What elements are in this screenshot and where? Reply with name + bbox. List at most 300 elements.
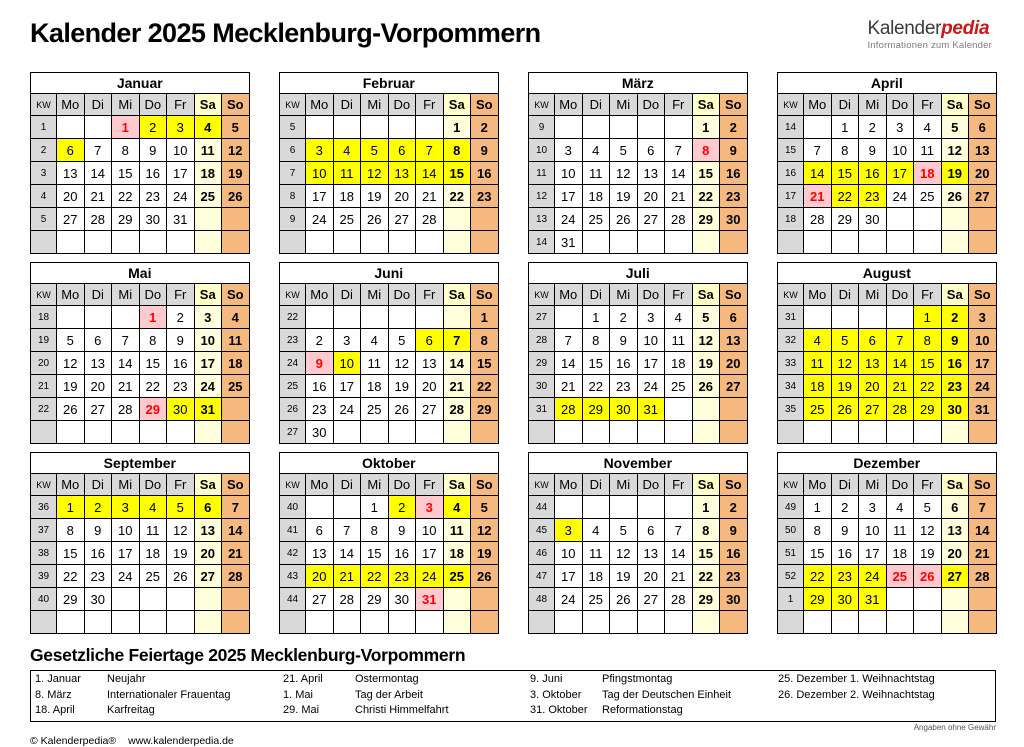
day-header-kw: KW: [778, 94, 804, 116]
day-cell: [720, 398, 748, 421]
day-header-so: So: [969, 94, 997, 116]
day-cell: 16: [610, 352, 638, 375]
week-number: 21: [31, 375, 57, 398]
week-number: 44: [529, 496, 555, 519]
day-cell: 28: [969, 565, 997, 588]
day-header-so: So: [471, 474, 499, 496]
day-cell: 2: [471, 116, 499, 139]
day-cell: 2: [831, 496, 859, 519]
day-cell: 18: [139, 542, 167, 565]
day-cell: [139, 421, 167, 444]
day-cell: 19: [610, 565, 638, 588]
day-cell: 14: [665, 162, 693, 185]
day-header-kw: KW: [529, 474, 555, 496]
day-header-mo: Mo: [57, 474, 85, 496]
day-cell: 21: [665, 185, 693, 208]
day-cell: [222, 398, 250, 421]
day-cell: 1: [471, 306, 499, 329]
day-cell: 15: [443, 162, 471, 185]
day-cell: 5: [610, 139, 638, 162]
day-cell: 31: [969, 398, 997, 421]
day-header-kw: KW: [529, 284, 555, 306]
week-number: 41: [280, 519, 306, 542]
day-cell: 14: [665, 542, 693, 565]
day-header-fr: Fr: [416, 474, 444, 496]
day-cell: 26: [692, 375, 720, 398]
day-cell: 13: [306, 542, 334, 565]
day-cell: 9: [720, 519, 748, 542]
day-cell: 2: [139, 116, 167, 139]
day-cell: 28: [333, 588, 361, 611]
day-cell: 15: [831, 162, 859, 185]
day-cell: 9: [139, 139, 167, 162]
day-cell: 8: [804, 519, 832, 542]
day-cell: 16: [84, 542, 112, 565]
day-cell: 4: [582, 139, 610, 162]
day-cell: 13: [416, 352, 444, 375]
day-cell: 16: [941, 352, 969, 375]
day-cell: [914, 611, 942, 634]
day-cell: 14: [969, 519, 997, 542]
day-cell: [637, 231, 665, 254]
day-cell: 2: [941, 306, 969, 329]
day-cell: 1: [57, 496, 85, 519]
day-cell: 5: [222, 116, 250, 139]
week-number: 1: [31, 116, 57, 139]
day-cell: 3: [969, 306, 997, 329]
day-cell: 19: [471, 542, 499, 565]
day-cell: 20: [637, 565, 665, 588]
day-cell: [194, 588, 222, 611]
day-cell: 18: [443, 542, 471, 565]
day-cell: 19: [692, 352, 720, 375]
day-header-kw: KW: [778, 474, 804, 496]
day-cell: 7: [804, 139, 832, 162]
holiday-item: [530, 672, 778, 688]
day-cell: 25: [139, 565, 167, 588]
day-cell: 24: [194, 375, 222, 398]
day-header-di: Di: [582, 474, 610, 496]
day-cell: 28: [112, 398, 140, 421]
week-number: [778, 611, 804, 634]
day-header-mo: Mo: [306, 94, 334, 116]
day-cell: 18: [804, 375, 832, 398]
day-cell: 19: [361, 185, 389, 208]
holiday-name: Internationaler Frauentag: [107, 688, 231, 701]
day-header-mi: Mi: [859, 94, 887, 116]
day-cell: 4: [139, 496, 167, 519]
week-number: 28: [529, 329, 555, 352]
day-cell: 26: [610, 588, 638, 611]
day-cell: 22: [582, 375, 610, 398]
day-cell: 11: [665, 329, 693, 352]
day-cell: [471, 588, 499, 611]
holiday-date: 8. März: [35, 688, 72, 701]
day-cell: 3: [859, 496, 887, 519]
day-cell: 8: [57, 519, 85, 542]
months-grid: [30, 72, 996, 634]
day-header-fr: Fr: [416, 94, 444, 116]
day-cell: 3: [167, 116, 195, 139]
day-cell: [637, 421, 665, 444]
day-header-sa: Sa: [941, 474, 969, 496]
kalenderpedia-logo[interactable]: [867, 18, 992, 51]
day-header-kw: KW: [31, 284, 57, 306]
day-cell: 30: [84, 588, 112, 611]
day-header-so: So: [222, 94, 250, 116]
day-cell: [333, 116, 361, 139]
week-number: [31, 611, 57, 634]
day-cell: 4: [222, 306, 250, 329]
day-cell: 4: [582, 519, 610, 542]
day-cell: [555, 611, 583, 634]
day-cell: [610, 421, 638, 444]
day-cell: 22: [57, 565, 85, 588]
day-cell: 12: [167, 519, 195, 542]
day-cell: [941, 231, 969, 254]
day-cell: [84, 116, 112, 139]
month-august: [777, 262, 997, 444]
week-number: 26: [280, 398, 306, 421]
day-header-sa: Sa: [443, 284, 471, 306]
day-header-mi: Mi: [112, 94, 140, 116]
day-cell: 12: [941, 139, 969, 162]
month-januar: [30, 72, 250, 254]
day-cell: 11: [139, 519, 167, 542]
day-cell: 7: [665, 139, 693, 162]
day-cell: 15: [914, 352, 942, 375]
day-cell: 5: [610, 519, 638, 542]
day-cell: [194, 611, 222, 634]
day-cell: [969, 208, 997, 231]
day-cell: 2: [610, 306, 638, 329]
day-header-sa: Sa: [692, 474, 720, 496]
day-cell: [555, 496, 583, 519]
day-cell: 23: [84, 565, 112, 588]
day-cell: [914, 231, 942, 254]
day-cell: [555, 116, 583, 139]
day-cell: [388, 231, 416, 254]
day-cell: 27: [416, 398, 444, 421]
day-cell: 25: [914, 185, 942, 208]
holiday-item: [530, 703, 778, 719]
day-cell: 3: [555, 139, 583, 162]
day-header-sa: Sa: [443, 94, 471, 116]
day-header-mo: Mo: [57, 284, 85, 306]
day-cell: 10: [112, 519, 140, 542]
day-cell: 13: [969, 139, 997, 162]
week-number: 19: [31, 329, 57, 352]
day-cell: [57, 306, 85, 329]
day-cell: 12: [222, 139, 250, 162]
month-dezember: [777, 452, 997, 634]
week-number: 42: [280, 542, 306, 565]
week-number: [31, 421, 57, 444]
day-cell: [416, 306, 444, 329]
day-cell: [333, 421, 361, 444]
day-cell: 7: [665, 519, 693, 542]
day-cell: 8: [139, 329, 167, 352]
day-cell: 7: [886, 329, 914, 352]
day-cell: [665, 611, 693, 634]
day-cell: [859, 611, 887, 634]
month-mai: [30, 262, 250, 444]
day-cell: 26: [57, 398, 85, 421]
day-header-so: So: [222, 284, 250, 306]
day-cell: 29: [692, 588, 720, 611]
day-cell: [167, 611, 195, 634]
week-number: 10: [529, 139, 555, 162]
day-header-di: Di: [582, 284, 610, 306]
day-cell: 11: [886, 519, 914, 542]
day-cell: [139, 231, 167, 254]
day-cell: 10: [969, 329, 997, 352]
day-cell: 17: [969, 352, 997, 375]
day-cell: 25: [222, 375, 250, 398]
day-cell: 17: [416, 542, 444, 565]
day-cell: [914, 421, 942, 444]
day-header-di: Di: [84, 284, 112, 306]
day-cell: [831, 231, 859, 254]
holiday-item: [35, 688, 283, 704]
week-number: 52: [778, 565, 804, 588]
day-cell: 28: [804, 208, 832, 231]
day-cell: 6: [84, 329, 112, 352]
day-cell: [333, 496, 361, 519]
week-number: 39: [31, 565, 57, 588]
day-header-do: Do: [139, 474, 167, 496]
week-number: 24: [280, 352, 306, 375]
week-number: 25: [280, 375, 306, 398]
website-link[interactable]: www.kalenderpedia.de: [128, 734, 234, 747]
day-cell: [886, 231, 914, 254]
day-cell: [167, 231, 195, 254]
day-cell: 19: [610, 185, 638, 208]
week-number: 34: [778, 375, 804, 398]
day-header-kw: KW: [280, 94, 306, 116]
month-title: April: [778, 73, 997, 94]
day-cell: 14: [555, 352, 583, 375]
day-cell: 20: [859, 375, 887, 398]
week-number: [31, 231, 57, 254]
day-header-mi: Mi: [610, 94, 638, 116]
day-cell: 1: [582, 306, 610, 329]
day-cell: 29: [139, 398, 167, 421]
month-marz: [528, 72, 748, 254]
holiday-date: 26. Dezember: [778, 688, 848, 701]
day-cell: 19: [914, 542, 942, 565]
month-title: November: [529, 453, 748, 474]
day-cell: 5: [914, 496, 942, 519]
day-cell: 16: [831, 542, 859, 565]
day-header-so: So: [969, 284, 997, 306]
day-cell: 8: [582, 329, 610, 352]
holiday-date: 1. Mai: [283, 688, 313, 701]
day-cell: 23: [859, 185, 887, 208]
day-cell: 13: [941, 519, 969, 542]
day-cell: 17: [555, 185, 583, 208]
day-cell: [859, 306, 887, 329]
day-cell: 11: [222, 329, 250, 352]
month-title: Juni: [280, 263, 499, 284]
day-cell: [306, 496, 334, 519]
day-cell: [416, 611, 444, 634]
day-cell: 23: [388, 565, 416, 588]
week-number: 4: [31, 185, 57, 208]
day-cell: 23: [306, 398, 334, 421]
day-cell: 18: [194, 162, 222, 185]
week-number: 16: [778, 162, 804, 185]
day-cell: [720, 231, 748, 254]
day-cell: 1: [804, 496, 832, 519]
day-cell: 16: [471, 162, 499, 185]
day-cell: [194, 208, 222, 231]
day-cell: 9: [167, 329, 195, 352]
day-cell: 28: [222, 565, 250, 588]
day-cell: [388, 421, 416, 444]
day-cell: 27: [388, 208, 416, 231]
week-number: 32: [778, 329, 804, 352]
day-cell: 11: [443, 519, 471, 542]
day-cell: 8: [361, 519, 389, 542]
day-cell: 18: [665, 352, 693, 375]
day-header-kw: KW: [280, 284, 306, 306]
day-cell: [112, 231, 140, 254]
day-cell: [361, 611, 389, 634]
day-header-do: Do: [637, 474, 665, 496]
day-cell: [84, 611, 112, 634]
day-cell: 13: [637, 542, 665, 565]
day-header-do: Do: [886, 94, 914, 116]
day-cell: [361, 306, 389, 329]
day-cell: 22: [361, 565, 389, 588]
day-cell: 6: [859, 329, 887, 352]
day-cell: 20: [388, 185, 416, 208]
day-cell: [471, 231, 499, 254]
week-number: 6: [280, 139, 306, 162]
day-cell: [194, 231, 222, 254]
day-cell: 13: [57, 162, 85, 185]
day-cell: [471, 208, 499, 231]
day-cell: 29: [57, 588, 85, 611]
day-header-di: Di: [831, 94, 859, 116]
day-cell: 25: [886, 565, 914, 588]
day-cell: 31: [637, 398, 665, 421]
day-header-sa: Sa: [941, 284, 969, 306]
day-cell: 25: [194, 185, 222, 208]
day-cell: 10: [333, 352, 361, 375]
day-cell: [443, 611, 471, 634]
day-cell: [665, 116, 693, 139]
day-cell: 1: [692, 116, 720, 139]
day-cell: 25: [582, 588, 610, 611]
day-cell: 19: [388, 375, 416, 398]
day-cell: [84, 421, 112, 444]
week-number: 12: [529, 185, 555, 208]
day-cell: [804, 306, 832, 329]
day-cell: [471, 611, 499, 634]
day-cell: 2: [306, 329, 334, 352]
day-cell: 22: [831, 185, 859, 208]
week-number: 27: [529, 306, 555, 329]
week-number: 31: [778, 306, 804, 329]
day-cell: 22: [443, 185, 471, 208]
day-cell: 30: [941, 398, 969, 421]
day-cell: 24: [167, 185, 195, 208]
week-number: 40: [31, 588, 57, 611]
day-header-sa: Sa: [692, 284, 720, 306]
day-cell: [443, 208, 471, 231]
day-cell: 8: [692, 519, 720, 542]
month-juli: [528, 262, 748, 444]
day-cell: 2: [388, 496, 416, 519]
day-cell: 27: [637, 588, 665, 611]
day-cell: [443, 306, 471, 329]
week-number: 20: [31, 352, 57, 375]
disclaimer-text: Angaben ohne Gewähr: [913, 722, 996, 732]
day-cell: 3: [886, 116, 914, 139]
day-header-sa: Sa: [941, 94, 969, 116]
day-header-kw: KW: [280, 474, 306, 496]
day-cell: [112, 306, 140, 329]
day-cell: 8: [914, 329, 942, 352]
day-cell: [582, 496, 610, 519]
holidays-heading: Gesetzliche Feiertage 2025 Mecklenburg-Vorpommern: [30, 645, 466, 665]
week-number: 51: [778, 542, 804, 565]
day-cell: 12: [831, 352, 859, 375]
day-cell: 26: [471, 565, 499, 588]
day-cell: [804, 421, 832, 444]
day-cell: 22: [914, 375, 942, 398]
day-cell: [416, 231, 444, 254]
holiday-item: [283, 688, 530, 704]
week-number: 47: [529, 565, 555, 588]
day-cell: 11: [194, 139, 222, 162]
day-cell: 29: [692, 208, 720, 231]
day-cell: 27: [969, 185, 997, 208]
day-cell: 5: [471, 496, 499, 519]
day-header-kw: KW: [529, 94, 555, 116]
month-title: Oktober: [280, 453, 499, 474]
day-cell: 3: [555, 519, 583, 542]
holiday-item: [283, 703, 530, 719]
holiday-name: 2. Weihnachtstag: [850, 688, 935, 701]
day-cell: 23: [471, 185, 499, 208]
week-number: 17: [778, 185, 804, 208]
day-cell: 20: [57, 185, 85, 208]
week-number: 14: [529, 231, 555, 254]
day-header-do: Do: [886, 284, 914, 306]
month-november: [528, 452, 748, 634]
day-cell: 21: [416, 185, 444, 208]
day-cell: [610, 611, 638, 634]
day-cell: 9: [720, 139, 748, 162]
day-cell: 28: [665, 588, 693, 611]
day-cell: [941, 208, 969, 231]
day-cell: 15: [112, 162, 140, 185]
day-cell: 2: [720, 496, 748, 519]
day-cell: 31: [167, 208, 195, 231]
day-cell: 22: [139, 375, 167, 398]
day-cell: 11: [582, 162, 610, 185]
day-cell: [637, 116, 665, 139]
copyright-line: [30, 735, 996, 747]
day-cell: [886, 588, 914, 611]
holiday-name: Ostermontag: [355, 673, 419, 685]
week-number: 33: [778, 352, 804, 375]
day-header-di: Di: [831, 284, 859, 306]
holiday-date: 18. April: [35, 704, 75, 716]
